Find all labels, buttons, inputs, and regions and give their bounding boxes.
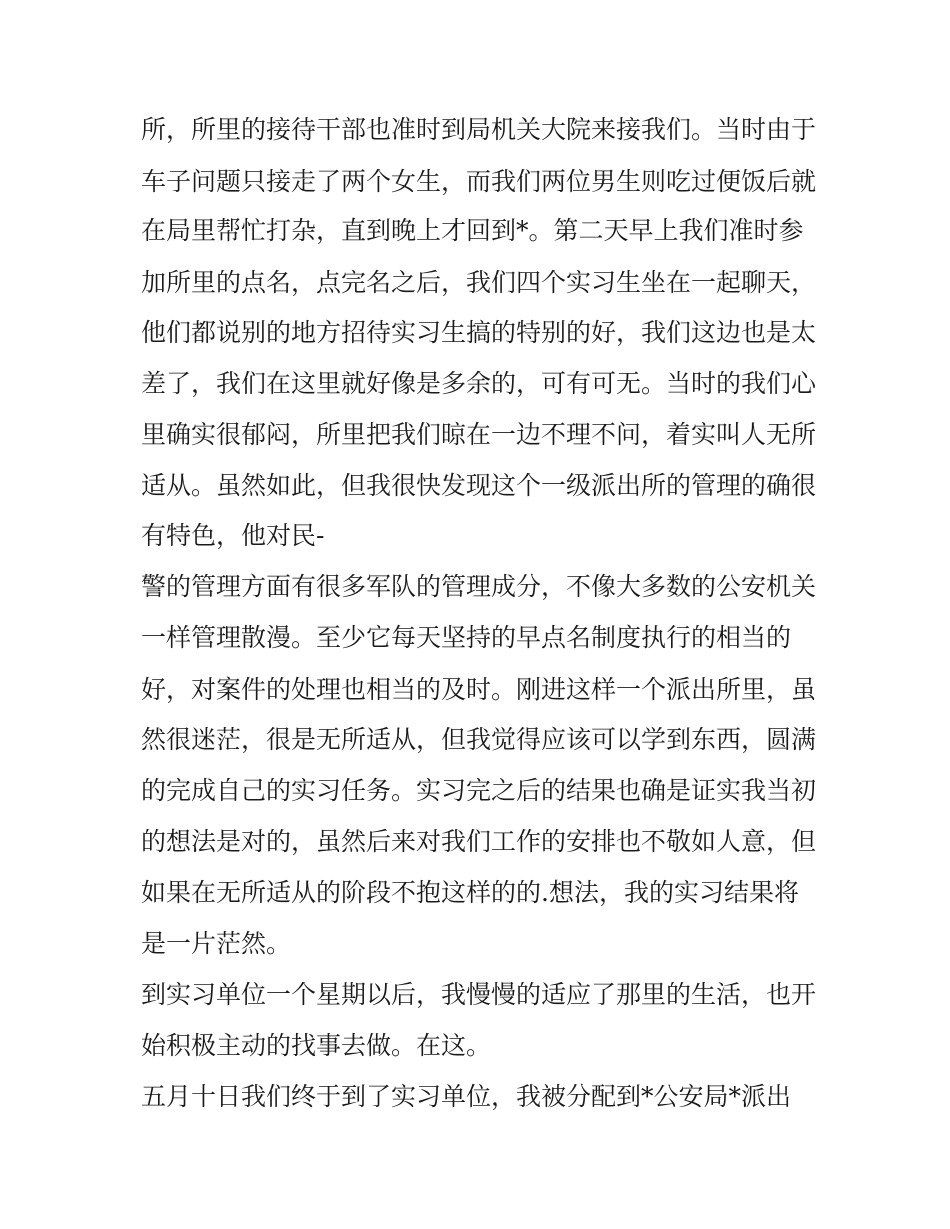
text-line: 在局里帮忙打杂，直到晚上才回到*。第二天早上我们准时参 [141, 216, 804, 245]
text-line: 适从。虽然如此，但我很快发现这个一级派出所的管理的确很 [141, 471, 817, 500]
text-line: 好，对案件的处理也相当的及时。刚进这样一个派出所里，虽 [141, 675, 817, 704]
text-line: 然很迷茫，很是无所适从，但我觉得应该可以学到东西，圆满 [141, 725, 817, 754]
text-line: 的想法是对的，虽然后来对我们工作的安排也不敬如人意，但 [141, 827, 817, 856]
text-line: 到实习单位一个星期以后，我慢慢的适应了那里的生活，也开 [141, 980, 817, 1009]
text-line: 差了，我们在这里就好像是多余的，可有可无。当时的我们心 [141, 369, 817, 398]
text-line: 警的管理方面有很多军队的管理成分，不像大多数的公安机关 [141, 572, 817, 601]
text-line: 加所里的点名，点完名之后，我们四个实习生坐在一起聊天， [141, 268, 817, 297]
text-line: 如果在无所适从的阶段不抱这样的的.想法，我的实习结果将 [141, 878, 799, 907]
text-line: 他们都说别的地方招待实习生搞的特别的好，我们这边也是太 [141, 318, 817, 347]
text-line: 车子问题只接走了两个女生，而我们两位男生则吃过便饭后就 [141, 167, 817, 196]
text-line: 里确实很郁闷，所里把我们晾在一边不理不问，着实叫人无所 [141, 420, 817, 449]
text-line: 是一片茫然。 [141, 929, 292, 958]
text-line: 有特色，他对民- [141, 521, 325, 550]
text-line: 一样管理散漫。至少它每天坚持的早点名制度执行的相当的 [141, 623, 792, 652]
text-line: 所，所里的接待干部也准时到局机关大院来接我们。当时由于 [141, 115, 817, 144]
text-line: 始积极主动的找事去做。在这。 [141, 1031, 492, 1060]
text-line: 的完成自己的实习任务。实习完之后的结果也确是证实我当初 [141, 776, 817, 805]
text-line: 五月十日我们终于到了实习单位，我被分配到*公安局*派出 [141, 1082, 792, 1111]
